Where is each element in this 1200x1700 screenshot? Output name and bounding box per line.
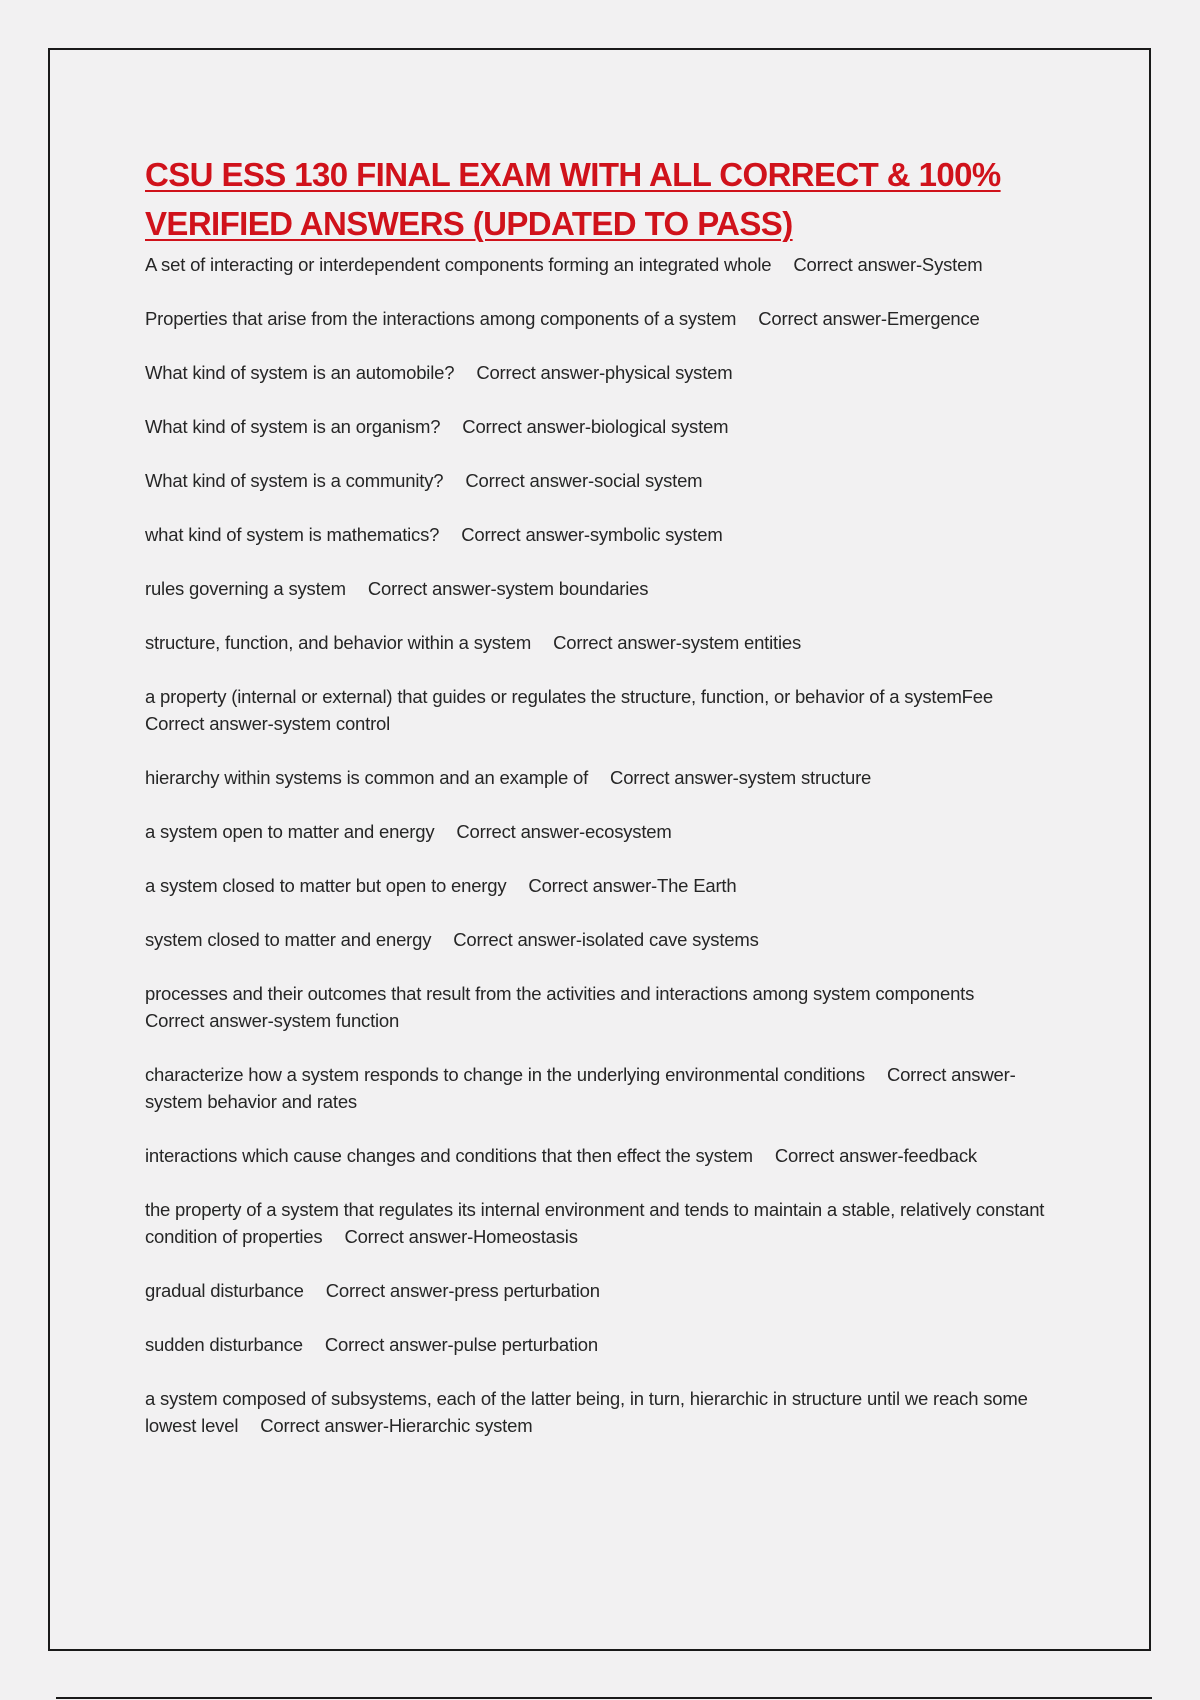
answer-text: Correct answer-press perturbation bbox=[325, 1280, 600, 1301]
qa-item bbox=[145, 467, 1055, 494]
qa-item bbox=[145, 926, 1055, 953]
question-text: A set of interacting or interdependent components forming an integrated whole bbox=[145, 254, 772, 275]
answer-text: Correct answer-system function bbox=[145, 1010, 400, 1031]
question-text: system closed to matter and energy bbox=[145, 929, 432, 950]
question-text: a property (internal or external) that guides or regulates the structure, function, or behavior of a systemFee bbox=[145, 686, 993, 707]
question-text: what kind of system is mathematics? bbox=[145, 524, 440, 545]
answer-text: Correct answer-pulse perturbation bbox=[324, 1334, 598, 1355]
question-text: interactions which cause changes and conditions that then effect the system bbox=[145, 1145, 753, 1166]
answer-text: Correct answer-Homeostasis bbox=[344, 1226, 578, 1247]
question-text: characterize how a system responds to change in the underlying environmental conditions bbox=[145, 1064, 865, 1085]
answer-text: Correct answer-system structure bbox=[610, 767, 872, 788]
answer-text: Correct answer-Emergence bbox=[758, 308, 980, 329]
qa-item bbox=[145, 1385, 1055, 1439]
qa-item bbox=[145, 764, 1055, 791]
document-title: CSU ESS 130 FINAL EXAM WITH ALL CORRECT & 100% VERIFIED ANSWERS (UPDATED TO PASS) bbox=[145, 156, 1001, 242]
answer-text: Correct answer-The Earth bbox=[528, 875, 737, 896]
qa-item bbox=[145, 1331, 1055, 1358]
qa-list bbox=[145, 251, 1055, 1439]
qa-item bbox=[145, 575, 1055, 602]
qa-item bbox=[145, 629, 1055, 656]
qa-item bbox=[145, 1196, 1055, 1250]
qa-item bbox=[145, 980, 1055, 1034]
question-text: rules governing a system bbox=[145, 578, 346, 599]
question-text: What kind of system is an organism? bbox=[145, 416, 441, 437]
qa-item bbox=[145, 1061, 1055, 1115]
question-text: a system open to matter and energy bbox=[145, 821, 435, 842]
question-text: Properties that arise from the interactions among components of a system bbox=[145, 308, 737, 329]
question-text: the property of a system that regulates its internal environment and tends to maintain a stable, relatively constant condition of properties bbox=[145, 1199, 1045, 1247]
question-text: sudden disturbance bbox=[145, 1334, 303, 1355]
question-text: structure, function, and behavior within a system bbox=[145, 632, 532, 653]
qa-item bbox=[145, 413, 1055, 440]
qa-item bbox=[145, 872, 1055, 899]
question-text: a system composed of subsystems, each of the latter being, in turn, hierarchic in structure until we reach some lowest level bbox=[145, 1388, 1028, 1436]
answer-text: Correct answer-physical system bbox=[476, 362, 733, 383]
answer-text: Correct answer-system entities bbox=[553, 632, 802, 653]
question-text: a system closed to matter but open to energy bbox=[145, 875, 507, 896]
answer-text: Correct answer-symbolic system bbox=[461, 524, 723, 545]
answer-text: Correct answer-biological system bbox=[462, 416, 729, 437]
answer-text: Correct answer-ecosystem bbox=[456, 821, 672, 842]
answer-text: Correct answer-system boundaries bbox=[367, 578, 649, 599]
answer-text: Correct answer-System bbox=[793, 254, 983, 275]
qa-item bbox=[145, 1277, 1055, 1304]
qa-item bbox=[145, 359, 1055, 386]
answer-text: Correct answer-system control bbox=[145, 713, 391, 734]
answer-text: Correct answer-isolated cave systems bbox=[453, 929, 759, 950]
question-text: gradual disturbance bbox=[145, 1280, 304, 1301]
document-content bbox=[145, 150, 1055, 1466]
page-divider bbox=[56, 1697, 1152, 1699]
answer-text: Correct answer-social system bbox=[465, 470, 703, 491]
question-text: hierarchy within systems is common and an example of bbox=[145, 767, 589, 788]
qa-item bbox=[145, 251, 1055, 278]
question-text: processes and their outcomes that result from the activities and interactions among system components bbox=[145, 983, 975, 1004]
answer-text: Correct answer-system behavior and rates bbox=[145, 1064, 1016, 1112]
answer-text: Correct answer-Hierarchic system bbox=[260, 1415, 533, 1436]
qa-item bbox=[145, 521, 1055, 548]
answer-text: Correct answer-feedback bbox=[774, 1145, 977, 1166]
qa-item bbox=[145, 683, 1055, 737]
qa-item bbox=[145, 305, 1055, 332]
qa-item bbox=[145, 1142, 1055, 1169]
question-text: What kind of system is a community? bbox=[145, 470, 444, 491]
qa-item bbox=[145, 818, 1055, 845]
question-text: What kind of system is an automobile? bbox=[145, 362, 455, 383]
